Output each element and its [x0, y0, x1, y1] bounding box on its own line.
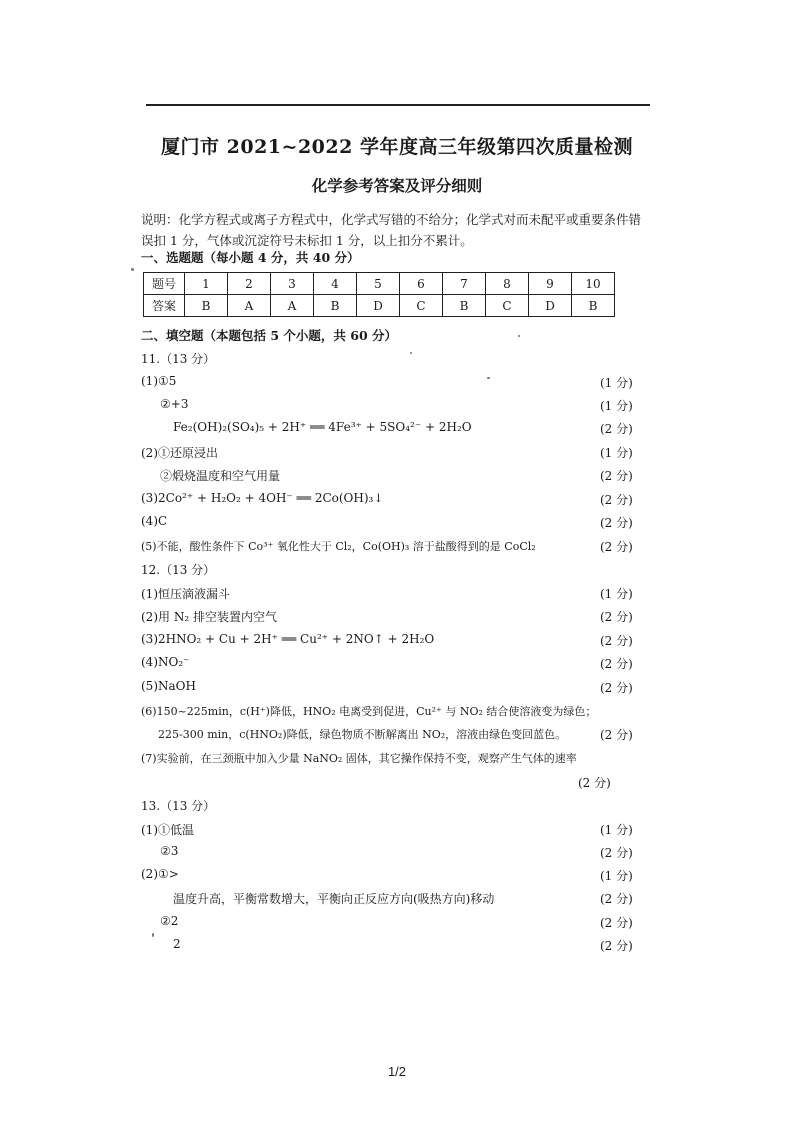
score-label: (2 分) — [600, 422, 633, 436]
answer-line: (2)①还原浸出 — [141, 446, 218, 460]
table-cell: 3 — [271, 273, 314, 295]
scan-speck — [487, 377, 490, 379]
score-label: (2 分) — [600, 939, 633, 953]
answer-line: (2)①> — [141, 867, 179, 881]
score-label: (1 分) — [600, 446, 633, 460]
table-cell: B — [185, 295, 228, 317]
answer-line: (5)NaOH — [141, 679, 196, 693]
table-cell: 9 — [529, 273, 572, 295]
score-label: (2 分) — [600, 469, 633, 483]
answer-line: (3)2Co²⁺ + H₂O₂ + 4OH⁻ ══ 2Co(OH)₃↓ — [141, 491, 384, 505]
score-label: (2 分) — [600, 681, 633, 695]
answer-line: (1)恒压滴液漏斗 — [141, 587, 230, 601]
scan-speck — [131, 268, 134, 271]
table-cell: 10 — [572, 273, 615, 295]
scan-speck — [152, 933, 154, 937]
table-cell: 6 — [400, 273, 443, 295]
table-cell: D — [529, 295, 572, 317]
answer-line: 225-300 min，c(HNO₂)降低，绿色物质不断解离出 NO₂，溶液由绿色变回蓝色。 — [158, 728, 567, 741]
score-label: (2 分) — [600, 493, 633, 507]
score-label: (1 分) — [600, 376, 633, 390]
answer-line: (4)NO₂⁻ — [141, 655, 190, 669]
answer-line: ②3 — [160, 844, 179, 858]
score-label: (2 分) — [600, 892, 633, 906]
table-cell: B — [314, 295, 357, 317]
table-cell: D — [357, 295, 400, 317]
table-header-cell: 答案 — [144, 295, 185, 317]
table-cell: B — [443, 295, 486, 317]
top-rule — [146, 104, 650, 106]
table-cell: 2 — [228, 273, 271, 295]
score-label: (1 分) — [600, 823, 633, 837]
instructions-note — [141, 209, 641, 251]
answer-line: (1)①5 — [141, 374, 177, 388]
table-cell: A — [271, 295, 314, 317]
answer-line: Fe₂(OH)₂(SO₄)₅ + 2H⁺ ══ 4Fe³⁺ + 5SO₄²⁻ + 2H₂O — [173, 420, 472, 434]
score-label: (1 分) — [600, 869, 633, 883]
answer-line: (2)用 N₂ 排空装置内空气 — [141, 610, 277, 624]
page-number: 1/2 — [387, 1064, 407, 1079]
answer-line: 11.（13 分） — [141, 352, 216, 366]
answer-line: ②+3 — [160, 397, 189, 411]
score-label: (2 分) — [578, 776, 611, 790]
table-cell: 7 — [443, 273, 486, 295]
answer-line: 2 — [173, 937, 181, 951]
score-label: (2 分) — [600, 657, 633, 671]
table-cell: B — [572, 295, 615, 317]
note-line: 说明：化学方程式或离子方程式中，化学式写错的不给分；化学式对而未配平或重要条件错 — [141, 212, 642, 227]
score-label: (2 分) — [600, 634, 633, 648]
table-row — [144, 273, 615, 295]
score-label: (2 分) — [600, 916, 633, 930]
answer-line: (1)①低温 — [141, 823, 194, 837]
answer-line: (4)C — [141, 514, 168, 528]
scan-speck — [410, 352, 412, 354]
section-title: 一、选题题（每小题 4 分，共 40 分） — [141, 250, 360, 265]
page-subtitle: 化学参考答案及评分细则 — [311, 176, 483, 195]
table-cell: 1 — [185, 273, 228, 295]
answer-line: (5)不能，酸性条件下 Co³⁺ 氧化性大于 Cl₂，Co(OH)₃ 溶于盐酸得到的是 CoCl₂ — [141, 540, 536, 553]
answer-line: 12.（13 分） — [141, 563, 216, 577]
answer-line: (7)实验前，在三颈瓶中加入少量 NaNO₂ 固体，其它操作保持不变，观察产生气体的速率 — [141, 752, 577, 765]
score-label: (1 分) — [600, 587, 633, 601]
scan-speck — [518, 335, 520, 337]
table-cell: C — [486, 295, 529, 317]
answer-line: (6)150~225min，c(H⁺)降低，HNO₂ 电离受到促进，Cu²⁺ 与 NO₂ 结合使溶液变为绿色； — [141, 705, 597, 718]
answer-table — [143, 272, 615, 317]
score-label: (2 分) — [600, 728, 633, 742]
answer-line: ②2 — [160, 914, 179, 928]
score-label: (2 分) — [600, 610, 633, 624]
answer-line: 温度升高，平衡常数增大，平衡向正反应方向(吸热方向)移动 — [173, 892, 495, 906]
answer-line: 13.（13 分） — [141, 799, 216, 813]
section-title: 二、填空题（本题包括 5 个小题，共 60 分） — [141, 328, 398, 343]
table-cell: A — [228, 295, 271, 317]
answer-line: ②煅烧温度和空气用量 — [160, 469, 281, 483]
score-label: (2 分) — [600, 540, 633, 554]
table-cell: 4 — [314, 273, 357, 295]
score-label: (2 分) — [600, 846, 633, 860]
table-header-cell: 题号 — [144, 273, 185, 295]
score-label: (1 分) — [600, 399, 633, 413]
table-cell: 8 — [486, 273, 529, 295]
note-line: 误扣 1 分，气体或沉淀符号未标扣 1 分，以上扣分不累计。 — [141, 233, 473, 248]
page-title: 厦门市 2021~2022 学年度高三年级第四次质量检测 — [161, 136, 633, 158]
table-row — [144, 295, 615, 317]
table-cell: 5 — [357, 273, 400, 295]
table-cell: C — [400, 295, 443, 317]
score-label: (2 分) — [600, 516, 633, 530]
answer-line: (3)2HNO₂ + Cu + 2H⁺ ══ Cu²⁺ + 2NO↑ + 2H₂O — [141, 632, 435, 646]
